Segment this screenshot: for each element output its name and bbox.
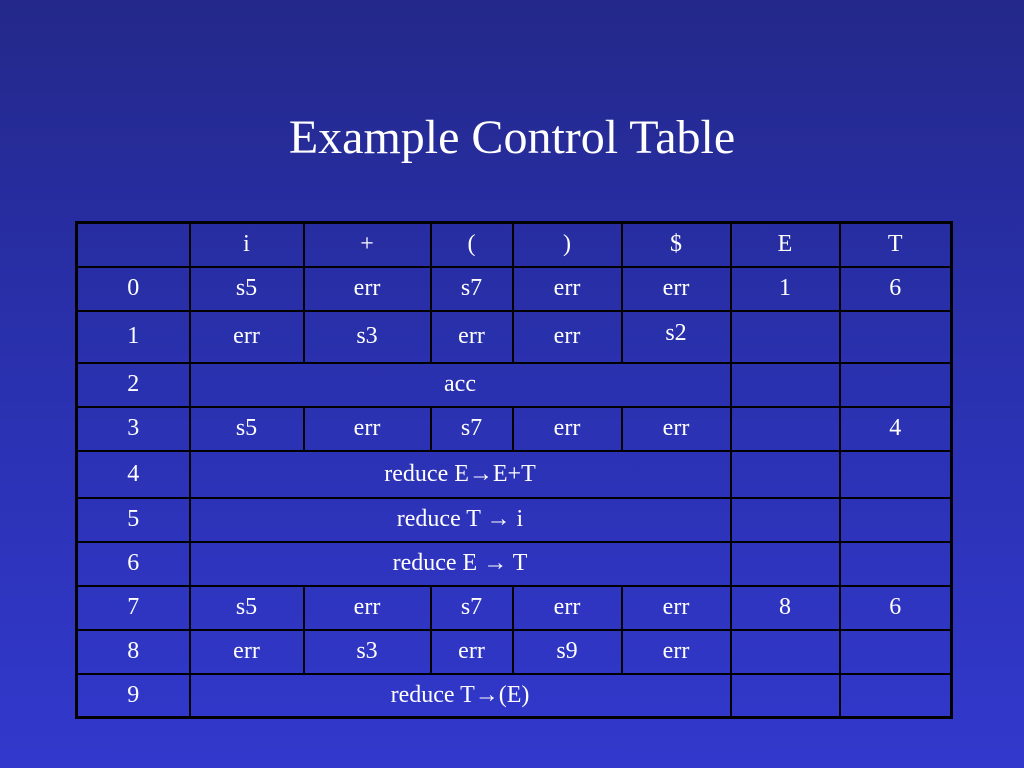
- table-cell: [840, 674, 952, 718]
- table-cell: err: [190, 311, 304, 363]
- table-cell: err: [513, 311, 622, 363]
- state-cell: 6: [77, 542, 190, 586]
- table-row: [77, 451, 952, 498]
- table-cell: err: [513, 407, 622, 451]
- table-cell: s7: [431, 407, 513, 451]
- state-cell: 9: [77, 674, 190, 718]
- table-cell: [840, 542, 952, 586]
- table-cell: 4: [840, 407, 952, 451]
- header-cell-rparen: ): [513, 223, 622, 267]
- action-merged-cell: reduce E→E+T: [190, 451, 731, 498]
- table-cell: s5: [190, 586, 304, 630]
- header-cell-T: T: [840, 223, 952, 267]
- table-cell: 6: [840, 267, 952, 311]
- header-cell-E: E: [731, 223, 840, 267]
- table-cell: s7: [431, 586, 513, 630]
- table-cell: 1: [731, 267, 840, 311]
- table-row: [77, 586, 952, 630]
- table-cell: 6: [840, 586, 952, 630]
- table-cell: [731, 498, 840, 542]
- table-row: [77, 674, 952, 718]
- table-cell: [731, 674, 840, 718]
- table-cell: err: [622, 586, 731, 630]
- table-cell: err: [304, 407, 431, 451]
- control-table: [75, 221, 953, 719]
- table-cell: [840, 498, 952, 542]
- table-cell: [840, 363, 952, 407]
- state-cell: 8: [77, 630, 190, 674]
- state-cell: 7: [77, 586, 190, 630]
- table-cell: err: [190, 630, 304, 674]
- state-cell: 0: [77, 267, 190, 311]
- table-cell: [840, 451, 952, 498]
- table-row: [77, 498, 952, 542]
- table-cell: [731, 363, 840, 407]
- state-cell: 5: [77, 498, 190, 542]
- action-merged-cell: reduce T → i: [190, 498, 731, 542]
- table-cell: [731, 542, 840, 586]
- table-cell: s7: [431, 267, 513, 311]
- table-cell: err: [513, 267, 622, 311]
- table-cell: [731, 407, 840, 451]
- table-cell: [731, 311, 840, 363]
- table-cell: s9: [513, 630, 622, 674]
- table-cell: err: [431, 630, 513, 674]
- table-cell: s3: [304, 630, 431, 674]
- table-cell: err: [622, 267, 731, 311]
- table-cell: [731, 630, 840, 674]
- header-cell-corner: [77, 223, 190, 267]
- header-cell-dollar: $: [622, 223, 731, 267]
- table-row: [77, 542, 952, 586]
- table-row: [77, 363, 952, 407]
- table-cell: s3: [304, 311, 431, 363]
- state-cell: 3: [77, 407, 190, 451]
- state-cell: 4: [77, 451, 190, 498]
- action-merged-cell: acc: [190, 363, 731, 407]
- table-header-row: [77, 223, 952, 267]
- header-cell-lparen: (: [431, 223, 513, 267]
- table-row: [77, 267, 952, 311]
- table-cell: s2: [622, 311, 731, 363]
- slide-title: Example Control Table: [288, 111, 736, 164]
- state-cell: 1: [77, 311, 190, 363]
- table-row: [77, 630, 952, 674]
- action-merged-cell: reduce E → T: [190, 542, 731, 586]
- table-cell: [840, 630, 952, 674]
- table-row: [77, 311, 952, 363]
- table-cell: 8: [731, 586, 840, 630]
- table-cell: s5: [190, 267, 304, 311]
- table-cell: [840, 311, 952, 363]
- table-cell: [731, 451, 840, 498]
- header-cell-i: i: [190, 223, 304, 267]
- state-cell: 2: [77, 363, 190, 407]
- table-row: [77, 407, 952, 451]
- table-cell: err: [304, 267, 431, 311]
- table-cell: err: [431, 311, 513, 363]
- header-cell-plus: +: [304, 223, 431, 267]
- action-merged-cell: reduce T→(E): [190, 674, 731, 718]
- table-cell: err: [304, 586, 431, 630]
- table-cell: s5: [190, 407, 304, 451]
- table-cell: err: [513, 586, 622, 630]
- table-cell: err: [622, 630, 731, 674]
- table-cell: err: [622, 407, 731, 451]
